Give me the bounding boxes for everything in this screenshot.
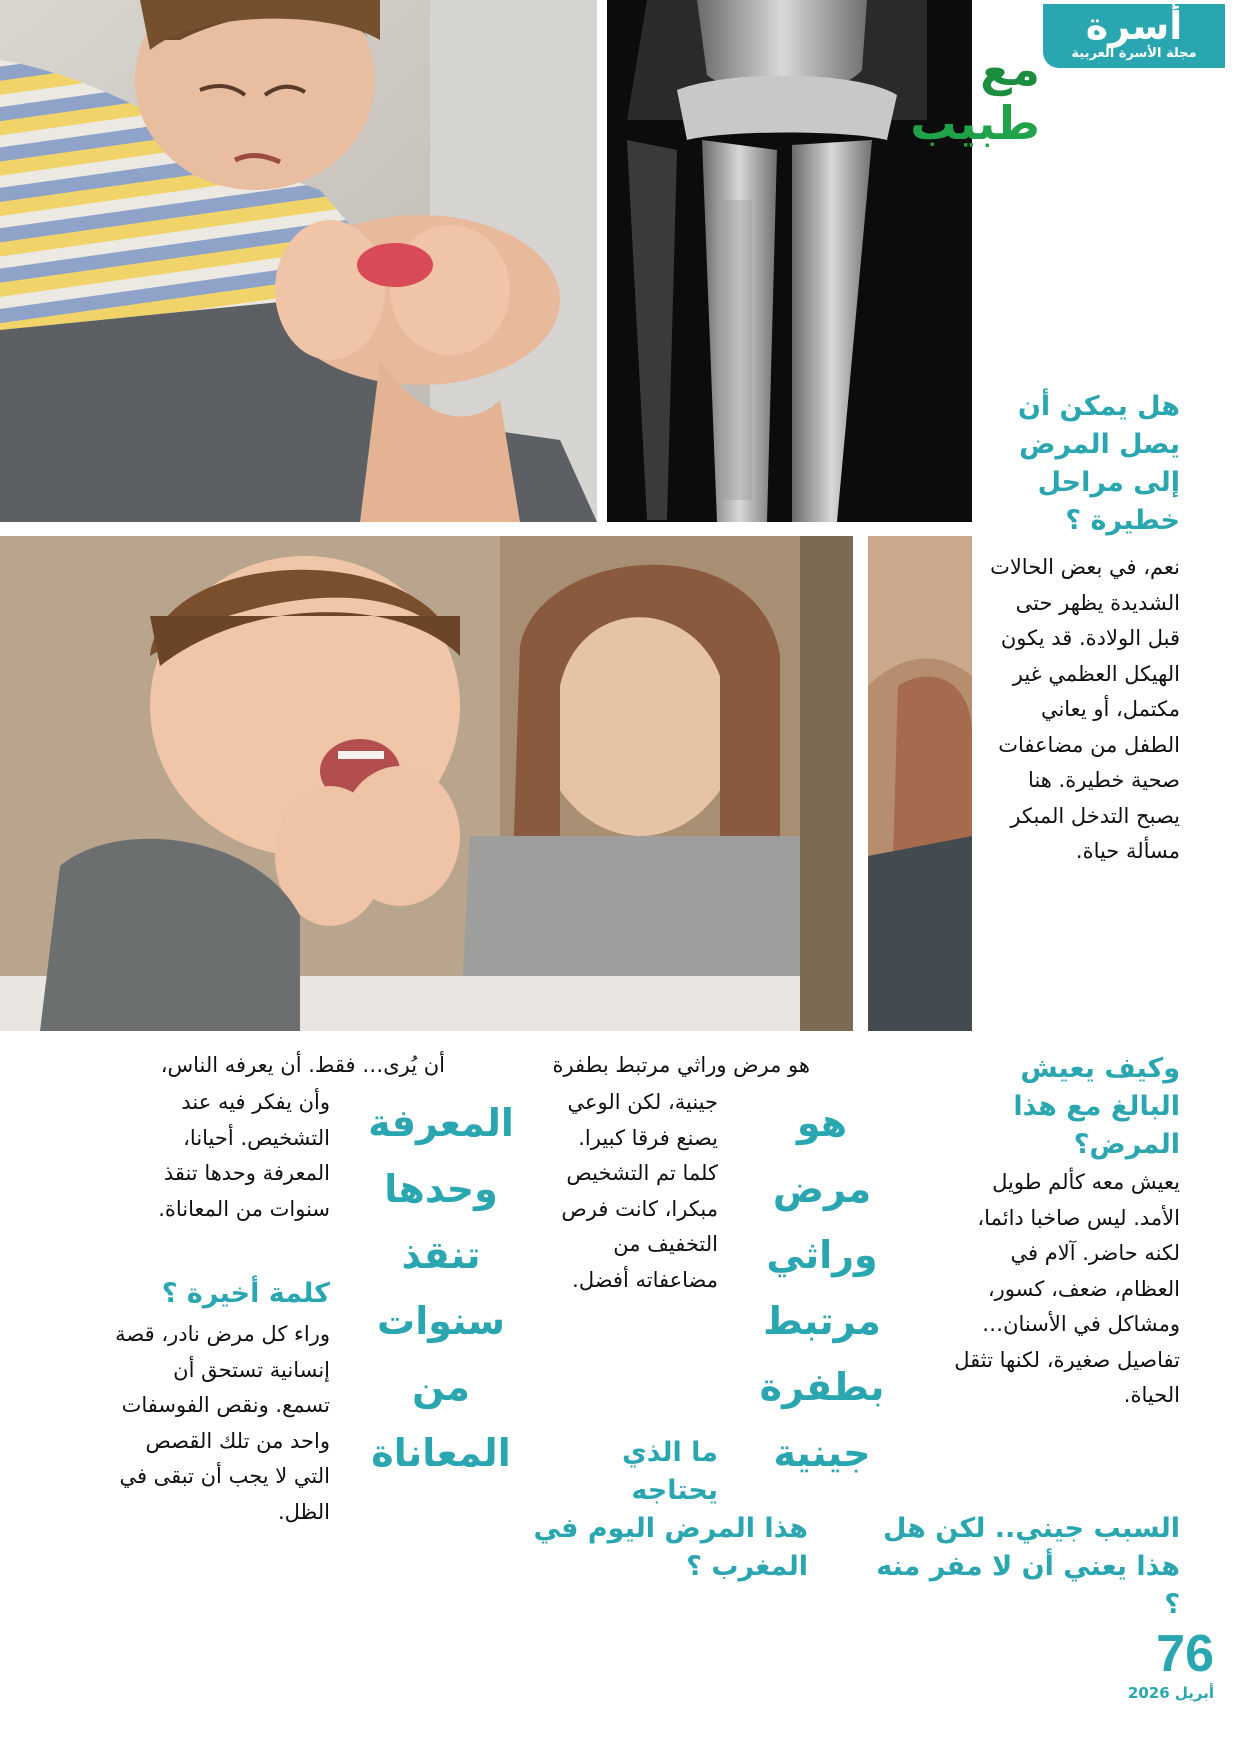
body-awareness: جينية، لكن الوعي يصنع فرقا كبيرا. كلما تم التشخيص مبكرا، كانت فرص التخفيف من مضاعفاته أفضل. [561, 1090, 718, 1292]
photo-child-knee [0, 0, 597, 522]
section-label-word2: طبيب [910, 96, 1040, 150]
logo-title: أسرة [1085, 4, 1183, 48]
heading-serious-stages: هل يمكن أن يصل المرض إلى مراحل خطيرة ؟ [1017, 391, 1180, 536]
heading-morocco: هذا المرض اليوم في المغرب ؟ [533, 1513, 808, 1582]
body-recognition: وأن يفكر فيه عند التشخيص. أحيانا، المعرفة وحدها تنقذ سنوات من المعاناة. [158, 1090, 330, 1221]
col3-top-line: أن يُرى… فقط. أن يعرفه الناس، [160, 1053, 445, 1077]
section-label-word1: مع [980, 42, 1040, 96]
heading-adult-living: وكيف يعيش البالغ مع هذا المرض؟ [1013, 1053, 1180, 1160]
magazine-logo [1043, 4, 1225, 68]
photo-child-mirror [0, 536, 853, 1031]
heading-final-word: كلمة أخيرة ؟ [161, 1278, 330, 1309]
photo-side-strip [868, 536, 972, 1031]
page-number: 76 [1156, 1625, 1214, 1683]
heading-genetic-cause: السبب جيني.. لكن هل هذا يعني أن لا مفر منه ؟ [876, 1513, 1180, 1620]
body-serious-stages: نعم، في بعض الحالات الشديدة يظهر حتى قبل الولادة. قد يكون الهيكل العظمي غير مكتمل، أو يعاني الطفل من مضاعفات صحية خطيرة. هنا يصبح التدخل المبكر مسألة حياة. [990, 555, 1180, 863]
heading-needs: ما الذي يحتاجه [622, 1437, 718, 1506]
issue-date: أبريل 2026 [1127, 1684, 1214, 1702]
pull-quote-genetic: هو مرض وراثي مرتبط بطفرة جينية [759, 1101, 885, 1475]
logo-subtitle: مجلة الأسرة العربية [1071, 46, 1197, 61]
col2-top-line: هو مرض وراثي مرتبط بطفرة [552, 1053, 810, 1077]
pull-quote-knowledge: المعرفة وحدها تنقذ سنوات من المعاناة [368, 1101, 514, 1475]
body-adult-living: يعيش معه كألم طويل الأمد. ليس صاخبا دائما، لكنه حاضر. آلام في العظام، ضعف، كسور، ومشاكل في الأسنان… تفاصيل صغيرة، لكنها تثقل الحياة. [954, 1170, 1180, 1407]
section-label [840, 42, 1040, 150]
body-final-word: وراء كل مرض نادر، قصة إنسانية تستحق أن تسمع. ونقص الفوسفات واحد من تلك القصص التي لا يجب أن تبقى في الظل. [115, 1322, 330, 1524]
